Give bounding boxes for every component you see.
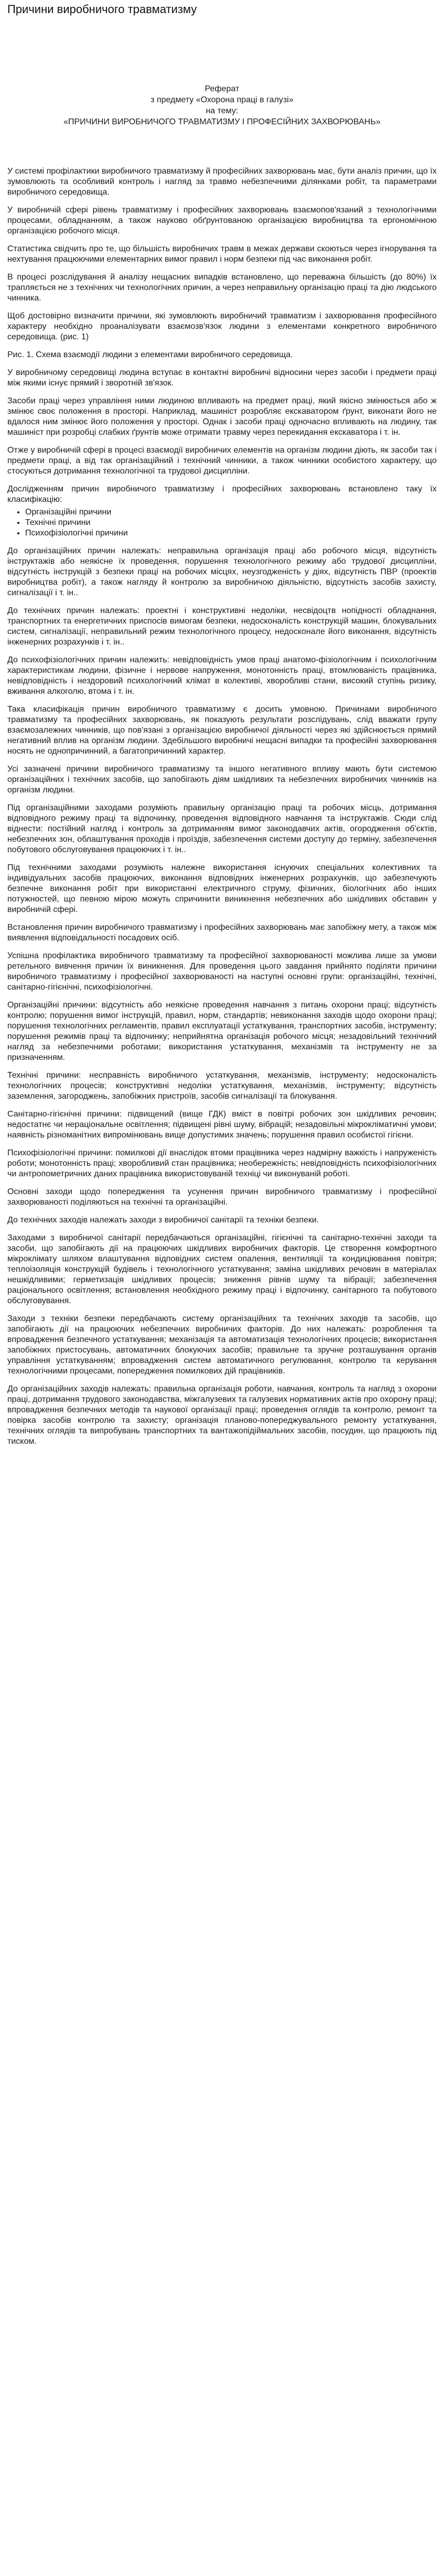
paragraph: До організаційних причин належать: неправильна організація праці або робочого місця, відсутність інструктажів або неякісне їх проведення, порушення технологічного режиму або трудової дисципліни, відсутність інструкцій з безпеки праці на робочих місцях, неузгодженість у діях, відсутність ПВР (проектів виробництва робіт), а також нагляду й контролю за виробничою діяльністю, відсутність засобів захисту, сигналізації і т. ін.. — [7, 546, 437, 597]
paragraph: Дослідженням причин виробничого травматизму і професійних захворювань встановлено таку їх класифікацію: — [7, 485, 437, 504]
abstract-header — [7, 84, 437, 127]
page-title: Причини виробничого травматизму — [7, 3, 197, 16]
figure-caption: Рис. 1. Схема взаємодії людини з елементами виробничого середовища. — [7, 350, 293, 359]
paragraph: Статистика свідчить про те, що більшість виробничих травм в межах держави скоються через ігнорування та нехтування працюючими елементарних вимог правил і норм безпеки під час виконання робіт. — [7, 244, 437, 264]
paragraph: Під технічними заходами розуміють належне використання існуючих спеціальних колективних та індивідуальних засобів працюючих, виконання відповідних інженерних розрахунків, що забезпечують безпечне виконання робіт при використанні електричного струму, фізичних, біологічних або інших потужностей, що певною мірою можуть спричинити виникнення небезпечних або шкідливих обставин у виробничій сфері. — [7, 863, 437, 914]
header-line-report: Реферат — [204, 84, 240, 93]
header-line-topic: «ПРИЧИНИ ВИРОБНИЧОГО ТРАВМАТИЗМУ І ПРОФЕСІЙНИХ ЗАХВОРЮВАНЬ» — [63, 117, 381, 126]
paragraph: Усі зазначені причини виробничого травматизму та іншого негативного впливу мають бути системою організаційних і технічних засобів, що запобігають діям шкідливих та небезпечних виробничих чинників на організм людини. — [7, 765, 437, 795]
paragraph: В процесі розслідування й аналізу нещасних випадків встановлено, що переважна більшість (до 80%) їх трапляється не з технічних чи технологічних причин, а через неправильну організацію праці та дію людського чинника. — [7, 273, 437, 303]
paragraph: Отже у виробничій сфері в процесі взаємодії виробничих елементів на організм людини діють, як засоби так і предмети праці, а від так організаційний і технічний чинники, а також чинники особистого характеру, що стосуються дотримання технологічної та трудової дисципліни. — [7, 446, 437, 476]
header-line-subject: з предмету «Охорона праці в галузі» — [150, 95, 294, 104]
paragraph: У системі профілактики виробничого травматизму й професійних захворювань має, бути аналіз причин, що їх зумовлюють та особливий контроль і нагляд за травмо небезпечними ділянками робіт, та параметрами виробничого середовища. — [7, 167, 437, 197]
list-item: • Організаційні причини — [25, 507, 437, 518]
paragraph: До психофізіологічних причин належить: невідповідність умов праці анатомо-фізіологічним і психологічним характеристикам людини, фізичне і нервове напруження, монотонність праці, втомлюваність працівника, невідповідність і нездоровий психологічний клімат в колективі, хворобливі стани, високий ступінь ризику, вживання алкоголю, втома і т. ін. — [7, 656, 437, 696]
section-prevention — [7, 951, 437, 1447]
causes-list — [7, 507, 437, 539]
paragraph: Технічні причини: несправність виробничого устаткування, механізмів, інструменту; недосконалість технологічних процесів; конструктивні недоліки устаткування, механізмів, інструменту; відсутність заземлення, загороджень, запобіжних пристроїв, засобів сигналізації та блокування. — [7, 1071, 437, 1101]
paragraph: До організаційних заходів належать: правильна організація роботи, навчання, контроль та нагляд з охорони праці, дотримання трудового законодавства, міжгалузевих та галузевих нормативних актів про охорону праці; впровадження безпечних методів та наукової організації праці; проведення оглядів та контролю, ремонт та повірка засобів контролю та захисту; організація планово-попереджувального ремонту устаткування, технічних оглядів та випробувань транспортних та вантажопідіймальних засобів, посудин, що працюють під тиском. — [7, 1384, 437, 1446]
list-item: • Психофізіологічні причини — [25, 528, 437, 539]
paragraph: До технічних причин належать: проектні і конструктивні недоліки, несвідоцтв нопідності обладнання, транспортних та енергетичних приспосів вимогам безпеки, недосконалість конструкцій машин, блокувальних систем, сигналізації, неправильний режим технологічного процесу, недосконале його виконання, відсутність інженерних розрахунків і т. ін.. — [7, 606, 437, 647]
paragraph: Успішна профілактика виробничого травматизму та професійної захворюваності можлива лише за умови ретельного вивчення причин їх виникнення. Для проведення цього завдання прийнято поділяти причини виробничого травматизму і професійної захворюваності на наступні основні групи: організаційні, технічні, санітарно-гігієнічні, психофізіологічні. — [7, 951, 437, 992]
paragraph: Встановлення причин виробничого травматизму і професійних захворювань має запобіжну мету, а також між виявлення відповідальності посадових осіб. — [7, 923, 437, 942]
section-intro — [7, 166, 437, 342]
paragraph: Організаційні причини: відсутність або неякісне проведення навчання з питань охорони праці; відсутність контролю; порушення вимог інструкцій, правил, норм, стандартів; невиконання заходів щодо охорони праці; порушення технологічних регламентів, правил експлуатації устаткування, транспортних засобів, інструменту; порушення режимів праці та відпочинку; неприйнятна організація робочого місця; незадовільний технічний нагляд за небезпечними роботами; використання устаткування, механізмів та інструменту не за призначенням. — [7, 1001, 437, 1062]
paragraph: Засоби праці через управління ними людиною впливають на предмет праці, який якісно змінюється або ж змінює своє положення в просторі. Наприклад, машиніст розробляє екскаватором ґрунт, виконати його не вдалося ним змінює його положення у просторі. Однак і засоби праці одночасно впливають на людину, так машиніст при розробці слабких ґрунтів може отримати травму через перекидання екскаватора і т. ін. — [7, 396, 437, 437]
header-line-topic-label: на тему: — [205, 106, 239, 115]
paragraph: Заходами з виробничої санітарії передбачаються організаційні, гігієнічні та санітарно-технічні заходи та засоби, що запобігають дії на працюючих шкідливих виробничих факторів. Це створення комфортного мікроклімату шляхом влаштування відповідних систем опалення, вентиляції та кондиціювання повітря; теплоізоляція конструкцій будівель і технологічного устаткування; заміна шкідливих речовин в матеріалах нешкідливими; герметизація шкідливих процесів; зниження рівнів шуму та вібрації; забезпечення раціонального освітлення; встановлення необхідного режиму праці і відпочинку, санітарного та побутового обслуговування. — [7, 1233, 437, 1305]
paragraph: До технічних заходів належать заходи з виробничої санітарії та техніки безпеки. — [7, 1216, 319, 1225]
section-interaction — [7, 368, 437, 505]
paragraph: Санітарно-гігієнічні причини: підвищений (вище ГДК) вміст в повітрі робочих зон шкідливих речовин; недостатнє чи нераціональне освітлення; підвищені рівні шуму, вібрацій; незадовільні мікрокліматичні умови; наявність різноманітних випромінювань вище допустимих значень; порушення правил особистої гігієни. — [7, 1110, 437, 1140]
list-item: • Технічні причини — [25, 518, 437, 528]
paragraph: Щоб достовірно визначити причини, які зумовлюють виробничий травматизм і захворювання професійного характеру необхідно проаналізувати взаємозв'язок людини з елементами конкретного виробничого середовища. (рис. 1) — [7, 312, 437, 341]
paragraph: Під організаційними заходами розуміють правильну організацію праці та робочих місць, дотримання відповідного режиму праці та відпочинку, проведення відповідного навчання та інструктажів. Сюди слід віднести: постійний нагляд і контроль за дотриманням вимог законодавчих актів, огородження об'єктів, небезпечних зон, облаштування проходів і проїздів, забезпечення системи доступу до терміну, забезпечення побутового обслуговування працюючих і т. ін.. — [7, 803, 437, 854]
paragraph: Психофізіологічні причини: помилкові дії внаслідок втоми працівника через надмірну важкість і напруженість роботи; монотонність праці; хворобливий стан працівника; необережність; невідповідність психофізіологічних чи антропометричних даних працівника використовуваній техніці чи виконуваній роботі. — [7, 1149, 437, 1178]
paragraph: У виробничому середовищі людина вступає в контактні виробничі відносини через засоби і предмети праці між якими існує прямий і зворотній зв'язок. — [7, 368, 437, 388]
paragraph: Така класифікація причин виробничого травматизму є досить умовною. Причинами виробничого травматизму та професійних захворювань, як показують результати розслідувань, слід вважати групу взаємозалежних чинників, що пов'язані з організацією виробничої діяльності через які здійснюється прямий негативний вплив на організм людини. Здебільшого виробничі нещасні випадки та професійні захворювання носять не однопричинний, а багатопричинний характер. — [7, 705, 437, 756]
paragraph: Основні заходи щодо попередження та усунення причин виробничого травматизму і професійної захворюваності поділяються на технічні та організаційні. — [7, 1187, 437, 1207]
paragraph: Заходи з техніки безпеки передбачають систему організаційних та технічних заходів та засобів, що запобігають дії на працюючих небезпечних виробничих факторів. До них належать: розроблення та впровадження безпечного устаткування; механізація та автоматизація технологічних процесів; використання запобіжних пристосувань, автоматичних блокуючих засобів; правильне та зручне розташування органів управління устаткуванням; впровадження систем автоматичного регулювання, контролю та керування технологічними процесами, попередження помилкових дій працівників. — [7, 1314, 437, 1376]
section-causes — [7, 546, 437, 943]
paragraph: У виробничій сфері рівень травматизму і професійних захворювань взаємопов'язаний з технологічними процесами, обладнанням, а також науково обґрунтованою організацією виробництва та ергономічною організацією робочого місця. — [7, 206, 437, 235]
